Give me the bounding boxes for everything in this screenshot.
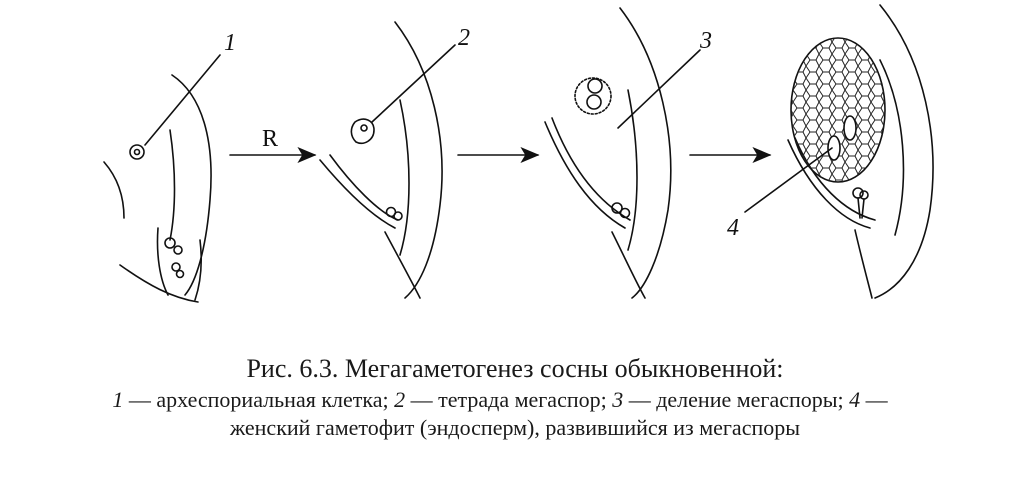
label-1: 1	[224, 30, 236, 56]
caption-line-2: женский гаметофит (эндосперм), развившийся из мегаспоры	[229, 415, 801, 440]
arrow-label-R: R	[262, 126, 279, 152]
leader-3	[618, 50, 700, 128]
ovule-stage-2	[320, 22, 442, 298]
caption-text-1: — археспориальная клетка;	[123, 387, 395, 412]
caption-title: Рис. 6.3. Мегагаметогенез сосны обыкновенной:	[246, 354, 784, 383]
leader-2	[372, 45, 455, 122]
caption-text-3: — деление мегаспоры;	[623, 387, 850, 412]
caption-num-4: 4	[849, 387, 861, 412]
figure-caption	[0, 352, 1030, 442]
leader-1	[145, 55, 220, 145]
label-4: 4	[727, 215, 739, 241]
ovule-stage-1	[104, 75, 211, 302]
caption-text-2: — тетрада мегаспор;	[405, 387, 613, 412]
ovule-stage-3	[545, 8, 671, 298]
caption-legend-line	[0, 386, 1015, 414]
caption-num-3: 3	[612, 387, 624, 412]
label-3: 3	[700, 28, 712, 54]
caption-num-1: 1	[112, 387, 124, 412]
caption-num-2: 2	[394, 387, 406, 412]
caption-text-4: —	[860, 387, 888, 412]
label-2: 2	[458, 25, 470, 51]
ovule-stage-4	[788, 5, 933, 298]
